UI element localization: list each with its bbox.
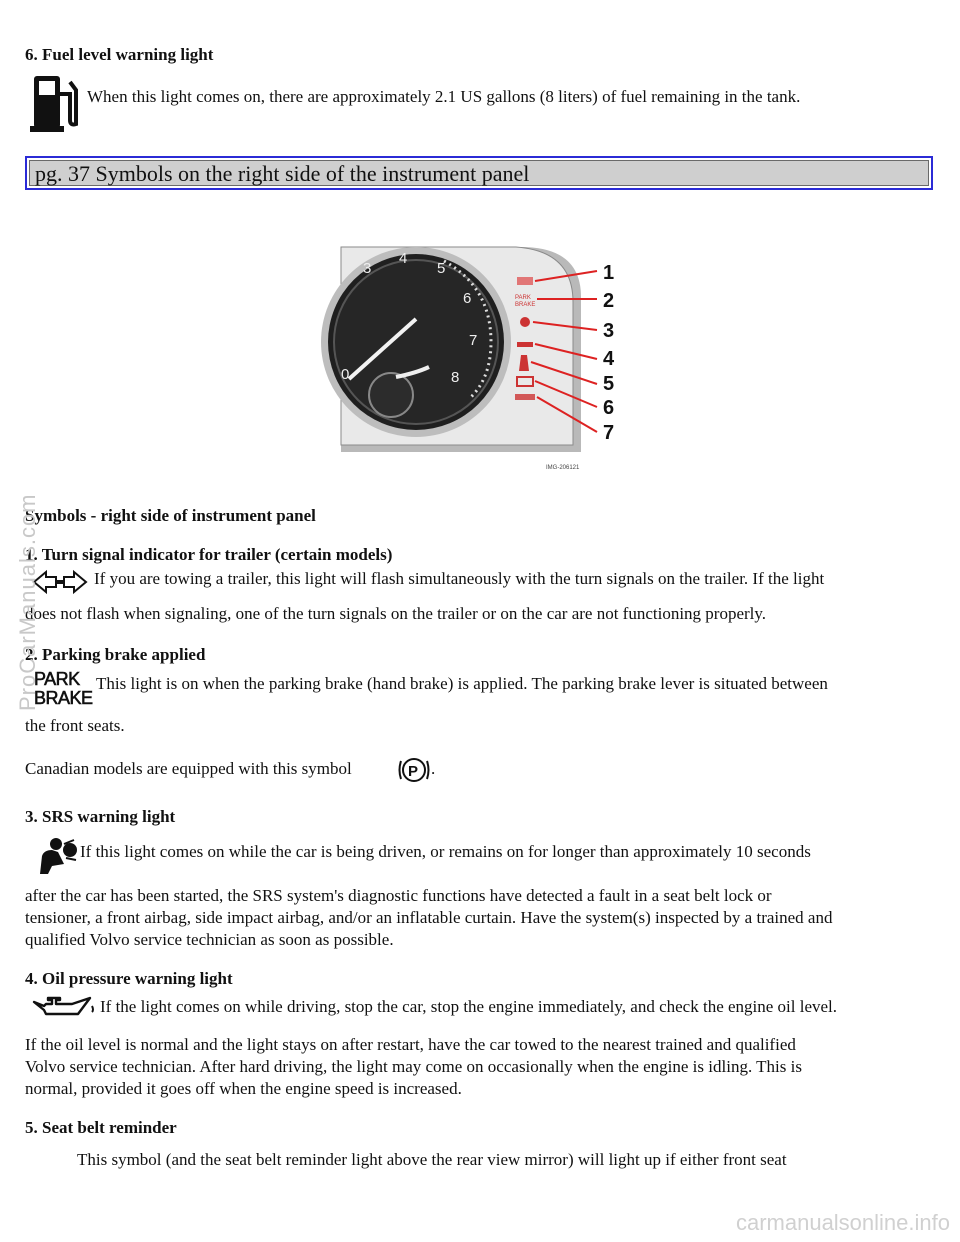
parking-brake-text-1: This light is on when the parking brake (hand brake) is applied. The parking brake lever is situated between <box>96 674 828 693</box>
park-brake-icon-top: PARK <box>34 669 80 689</box>
instrument-panel-image <box>341 247 615 474</box>
gauge-number-5: 5 <box>437 260 446 277</box>
fuel-heading: 6. Fuel level warning light <box>25 45 214 64</box>
turn-signal-heading: 1. Turn signal indicator for trailer (certain models) <box>25 545 393 564</box>
turn-signal-text-2: does not flash when signaling, one of the turn signals on the trailer or on the car are not functioning properly. <box>25 604 767 623</box>
bottom-watermark: carmanualsonline.info <box>735 1210 950 1235</box>
section-banner <box>25 156 933 190</box>
side-watermark: ProCarManuals.com <box>15 493 40 711</box>
srs-text-4: qualified Volvo service technician as soon as possible. <box>25 930 394 949</box>
gauge-number-7: 7 <box>469 332 478 349</box>
srs-text-2: after the car has been started, the SRS system's diagnostic functions have detected a fault in a seat belt lock or <box>25 886 772 905</box>
oil-can-icon <box>32 994 96 1020</box>
oil-text-2: If the oil level is normal and the light stays on after restart, have the car towed to the nearest trained and qualified <box>25 1035 796 1054</box>
parking-brake-text-2: the front seats. <box>25 716 125 735</box>
turn-signal-text-1: If you are towing a trailer, this light will flash simultaneously with the turn signals on the trailer. If the light <box>94 569 825 588</box>
srs-heading: 3. SRS warning light <box>25 807 176 826</box>
oil-text-3: Volvo service technician. After hard driving, the light may come on occasionally when the engine is idling. This is <box>25 1057 802 1076</box>
seat-belt-heading: 5. Seat belt reminder <box>25 1118 177 1137</box>
callout-2: 2 <box>603 290 615 312</box>
canadian-parking-brake-icon <box>398 756 430 784</box>
panel-park-label: PARK <box>515 295 531 301</box>
canadian-icon-letter: P <box>408 763 419 780</box>
oil-text-4: normal, provided it goes off when the engine speed is increased. <box>25 1079 462 1098</box>
park-brake-icon <box>34 670 93 708</box>
gauge-number-8: 8 <box>451 369 460 386</box>
oil-heading: 4. Oil pressure warning light <box>25 969 233 988</box>
gauge-number-4: 4 <box>399 250 408 267</box>
image-code: IMG-206121 <box>546 465 580 471</box>
callout-5: 5 <box>603 373 615 395</box>
callout-1: 1 <box>603 262 615 284</box>
srs-text-3: tensioner, a front airbag, side impact airbag, and/or an inflatable curtain. Have the system(s) inspected by a trained and <box>25 908 833 927</box>
canadian-note-end: . <box>431 759 436 778</box>
callout-4: 4 <box>603 348 615 370</box>
srs-airbag-icon <box>34 836 78 876</box>
banner-title: pg. 37 Symbols on the right side of the instrument panel <box>29 160 929 186</box>
callout-6: 6 <box>603 397 615 419</box>
seat-belt-text-1: This symbol (and the seat belt reminder light above the rear view mirror) will light up if either front seat <box>77 1150 787 1169</box>
trailer-turn-signal-icon <box>32 569 88 595</box>
canadian-note: Canadian models are equipped with this symbol <box>25 759 352 778</box>
figure-caption: Symbols - right side of instrument panel <box>25 506 316 525</box>
gauge-number-3: 3 <box>363 260 372 277</box>
panel-brake-label: BRAKE <box>515 302 536 308</box>
callout-3: 3 <box>603 320 615 342</box>
fuel-text: When this light comes on, there are approximately 2.1 US gallons (8 liters) of fuel remaining in the tank. <box>87 87 801 106</box>
oil-text-1: If the light comes on while driving, stop the car, stop the engine immediately, and check the engine oil level. <box>100 997 838 1016</box>
parking-brake-heading: 2. Parking brake applied <box>25 645 206 664</box>
gauge-number-0: 0 <box>341 366 350 383</box>
gauge-number-6: 6 <box>463 290 472 307</box>
srs-text-1: If this light comes on while the car is being driven, or remains on for longer than approximately 10 seconds <box>80 842 811 861</box>
park-brake-icon-bottom: BRAKE <box>34 688 93 708</box>
callout-7: 7 <box>603 422 615 444</box>
fuel-pump-icon <box>30 72 82 134</box>
